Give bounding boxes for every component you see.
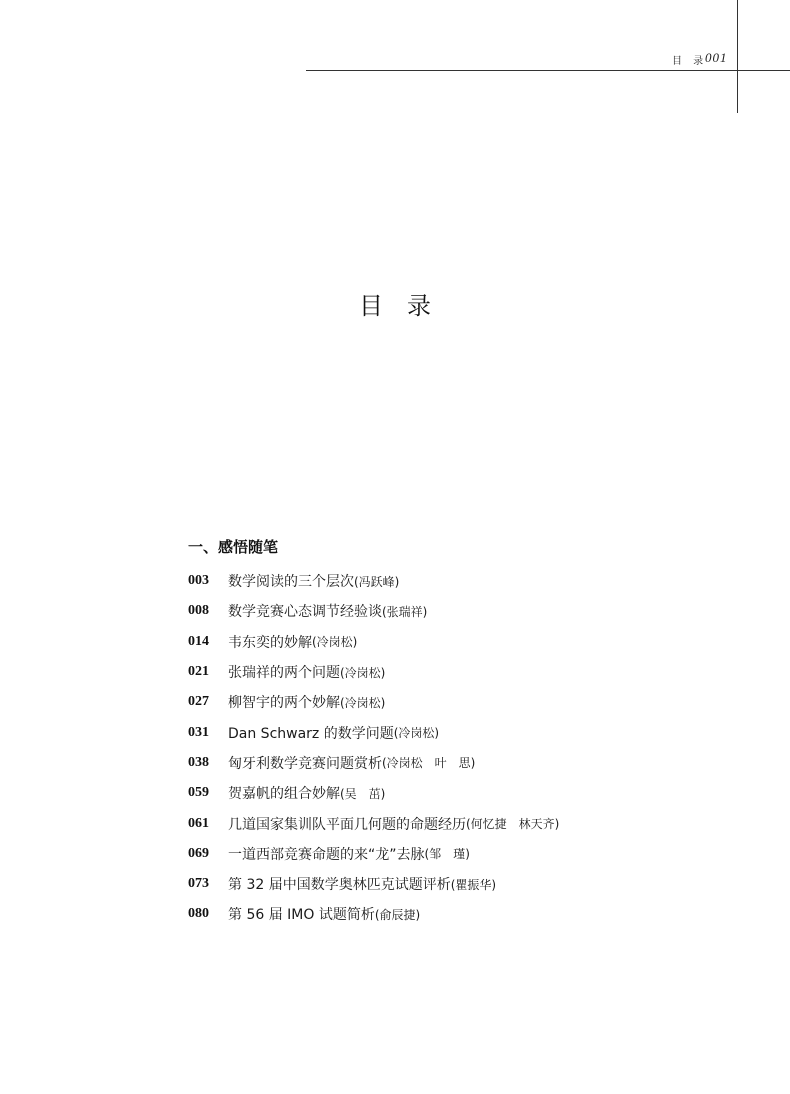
toc-title: 几道国家集训队平面几何题的命题经历 [228, 816, 466, 833]
header-rule [306, 70, 790, 71]
toc-page-number: 021 [188, 664, 209, 680]
toc-author: (冷岗松) [312, 635, 358, 650]
toc-author: (俞辰捷) [374, 907, 421, 922]
toc-list [188, 566, 559, 930]
toc-page-number: 061 [188, 815, 209, 831]
toc-entry[interactable] [188, 627, 559, 657]
toc-page-number: 014 [188, 633, 209, 649]
toc-title: 第 56 届 IMO 试题简析 [228, 907, 375, 924]
toc-title: 匈牙利数学竞赛问题赏析 [228, 755, 382, 772]
toc-entry[interactable] [188, 778, 559, 808]
toc-page-number: 008 [188, 603, 209, 619]
toc-entry[interactable] [188, 687, 559, 717]
toc-title: 柳智宇的两个妙解 [228, 695, 340, 712]
toc-page-number: 080 [188, 906, 209, 922]
toc-page-number: 031 [188, 724, 209, 740]
toc-author: (何忆捷 林天齐) [466, 817, 560, 832]
toc-page-number: 027 [188, 694, 209, 710]
toc-title: 第 32 届中国数学奥林匹克试题评析 [228, 877, 451, 894]
toc-author: (张瑞祥) [382, 604, 428, 619]
toc-entry[interactable] [188, 869, 559, 899]
toc-page-number: 003 [188, 573, 209, 589]
toc-page-number: 038 [188, 754, 209, 770]
toc-author: (冯跃峰) [354, 574, 400, 589]
page-number: 001 [705, 50, 728, 65]
toc-author: (邹 瑾) [424, 847, 470, 862]
page-title: 目录 [359, 292, 455, 320]
toc-entry[interactable] [188, 596, 559, 626]
toc-entry[interactable] [188, 839, 559, 869]
toc-entry[interactable] [188, 717, 559, 747]
toc-author: (冷岗松 叶 思) [382, 756, 476, 771]
running-head: 目 录 [672, 56, 708, 67]
toc-page-number: 069 [188, 845, 209, 861]
margin-line [737, 0, 738, 113]
toc-title: 张瑞祥的两个问题 [228, 665, 340, 682]
toc-author: (瞿振华) [450, 877, 497, 892]
toc-title: 一道西部竞赛命题的来“龙”去脉 [228, 846, 425, 863]
toc-entry[interactable] [188, 657, 559, 687]
toc-page-number: 059 [188, 785, 209, 801]
toc-page-number: 073 [188, 876, 209, 892]
toc-entry[interactable] [188, 899, 559, 929]
toc-author: (冷岗松) [340, 665, 386, 680]
toc-title: 数学竞赛心态调节经验谈 [228, 604, 382, 621]
section-heading: 一、感悟随笔 [188, 538, 279, 556]
toc-title: Dan Schwarz 的数学问题 [228, 725, 394, 742]
toc-author: (冷岗松) [393, 726, 440, 741]
toc-author: (冷岗松) [340, 695, 386, 710]
toc-entry[interactable] [188, 748, 559, 778]
toc-entry[interactable] [188, 566, 559, 596]
toc-title: 数学阅读的三个层次 [228, 574, 354, 591]
toc-author: (吴 茁) [340, 786, 386, 801]
toc-entry[interactable] [188, 808, 559, 838]
toc-title: 韦东奕的妙解 [228, 634, 312, 651]
toc-title: 贺嘉帆的组合妙解 [228, 786, 340, 803]
